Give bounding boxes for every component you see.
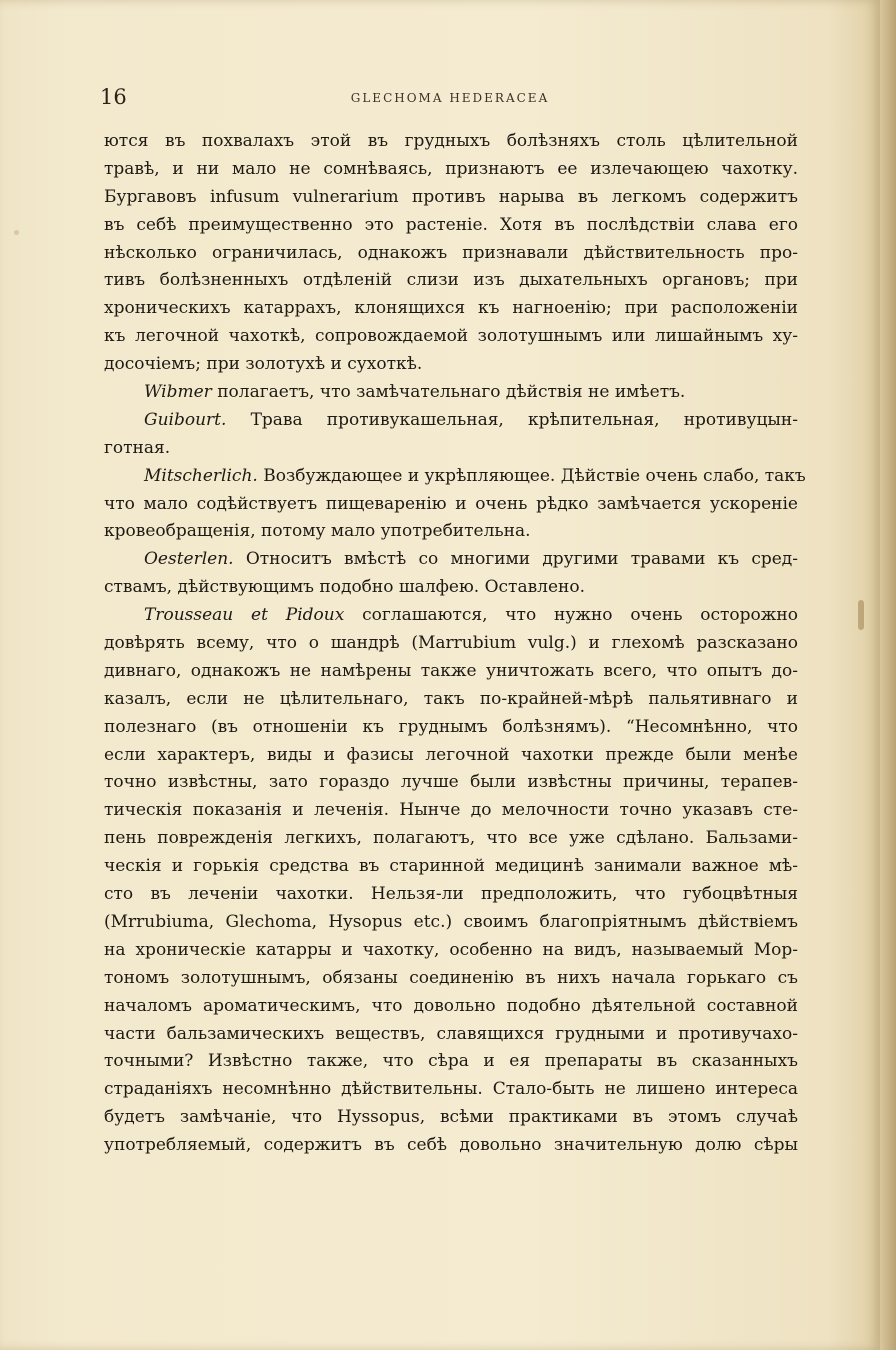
running-title: GLECHOMA HEDERACEA bbox=[350, 91, 550, 105]
line-text: Трава противукашельная, крѣпительная, нротивуцын- bbox=[226, 409, 798, 430]
text-line bbox=[104, 965, 798, 993]
text-line bbox=[104, 630, 798, 658]
text-line bbox=[104, 881, 798, 909]
text-line bbox=[104, 1132, 798, 1160]
paper-stain bbox=[858, 600, 864, 630]
line-text: Бургавовъ infusum vulnerarium противъ нарыва въ легкомъ содержитъ bbox=[104, 186, 798, 207]
text-line bbox=[104, 1021, 798, 1049]
line-text: готная. bbox=[104, 437, 171, 458]
paragraph-start-line bbox=[104, 379, 798, 407]
line-text: страданіяхъ несомнѣнно дѣйствительны. Стало-быть не лишено интереса bbox=[104, 1079, 798, 1100]
text-line bbox=[104, 128, 798, 156]
text-line bbox=[104, 853, 798, 881]
line-text: сто въ леченіи чахотки. Нельзя-ли предположить, что губоцвѣтныя bbox=[104, 884, 798, 905]
text-line bbox=[104, 323, 798, 351]
author-name: Wibmer bbox=[144, 382, 212, 403]
line-text: пень поврежденія легкихъ, полагаютъ, что все уже сдѣлано. Бальзами- bbox=[104, 828, 798, 849]
text-line bbox=[104, 993, 798, 1021]
text-line bbox=[104, 435, 798, 463]
line-text: ствамъ, дѣйствующимъ подобно шалфею. Оставлено. bbox=[104, 577, 585, 598]
line-text: полагаетъ, что замѣчательнаго дѣйствія не имѣетъ. bbox=[211, 382, 686, 403]
text-line bbox=[104, 769, 798, 797]
line-text: досочіемъ; при золотухѣ и сухоткѣ. bbox=[104, 354, 423, 375]
line-text: началомъ ароматическимъ, что довольно подобно дѣятельной составной bbox=[104, 995, 798, 1016]
line-text: употребляемый, содержитъ въ себѣ довольно значительную долю сѣры bbox=[104, 1135, 798, 1156]
author-name: Guibourt. bbox=[144, 409, 227, 430]
line-text: нѣсколько ограничилась, однакожъ признавали дѣйствительность про- bbox=[104, 242, 798, 263]
text-line bbox=[104, 212, 798, 240]
line-text: полезнаго (въ отношеніи къ груднымъ болѣзнямъ). “Несомнѣнно, что bbox=[104, 716, 798, 737]
line-text: довѣрять всему, что о шандрѣ (Marrubium vulg.) и глехомѣ разсказано bbox=[104, 633, 798, 654]
line-text: къ легочной чахоткѣ, сопровождаемой золотушнымъ или лишайнымъ ху- bbox=[104, 326, 798, 347]
text-line bbox=[104, 240, 798, 268]
text-line bbox=[104, 937, 798, 965]
line-text: точно извѣстны, зато гораздо лучше были извѣстны причины, терапев- bbox=[104, 772, 798, 793]
author-name: Trousseau et Pidoux bbox=[144, 605, 345, 626]
text-line bbox=[104, 574, 798, 602]
line-text: травѣ, и ни мало не сомнѣваясь, признаютъ ее излечающею чахотку. bbox=[104, 158, 798, 179]
paragraph-start-line bbox=[104, 546, 798, 574]
paper-stain bbox=[14, 230, 19, 235]
author-name: Mitscherlich. bbox=[144, 465, 258, 486]
text-line bbox=[104, 295, 798, 323]
text-line bbox=[104, 714, 798, 742]
line-text: ются въ похвалахъ этой въ грудныхъ болѣзняхъ столь цѣлительной bbox=[104, 131, 798, 151]
text-line bbox=[104, 491, 798, 519]
text-line bbox=[104, 825, 798, 853]
text-line bbox=[104, 1076, 798, 1104]
line-text: соглашаются, что нужно очень осторожно bbox=[344, 605, 798, 626]
line-text: что мало содѣйствуетъ пищеваренію и очень рѣдко замѣчается ускореніе bbox=[104, 493, 798, 514]
text-line bbox=[104, 909, 798, 937]
text-line bbox=[104, 742, 798, 770]
line-text: на хроническіе катарры и чахотку, особенно на видъ, называемый Мор- bbox=[104, 939, 798, 960]
line-text: тономъ золотушнымъ, обязаны соединенію въ нихъ начала горькаго съ bbox=[104, 967, 798, 988]
line-text: въ себѣ преимущественно это растеніе. Хотя въ послѣдствіи слава его bbox=[104, 214, 798, 235]
text-line bbox=[104, 686, 798, 714]
line-text: будетъ замѣчаніе, что Hyssopus, всѣми практиками въ этомъ случаѣ bbox=[104, 1107, 798, 1128]
line-text: тическія показанія и леченія. Нынче до мелочности точно указавъ сте- bbox=[104, 800, 798, 821]
text-line bbox=[104, 797, 798, 825]
text-line bbox=[104, 156, 798, 184]
author-name: Oesterlen. bbox=[144, 549, 234, 570]
text-line bbox=[104, 518, 798, 546]
line-text: Возбуждающее и укрѣпляющее. Дѣйствіе очень слабо, такъ bbox=[257, 465, 806, 486]
line-text: Относитъ вмѣстѣ со многими другими травами къ сред- bbox=[233, 549, 798, 570]
text-line bbox=[104, 267, 798, 295]
page-header bbox=[100, 85, 800, 115]
line-text: части бальзамическихъ веществъ, славящихся грудными и противучахо- bbox=[104, 1023, 798, 1044]
line-text: ческія и горькія средства въ старинной медицинѣ занимали важное мѣ- bbox=[104, 856, 798, 877]
text-line bbox=[104, 1048, 798, 1076]
page-edge bbox=[880, 0, 896, 1350]
line-text: хроническихъ катаррахъ, клонящихся къ нагноенію; при расположеніи bbox=[104, 298, 798, 319]
line-text: казалъ, если не цѣлительнаго, такъ по-крайней-мѣрѣ пальятивнаго и bbox=[104, 688, 798, 709]
text-line bbox=[104, 351, 798, 379]
text-line bbox=[104, 658, 798, 686]
paragraph-start-line bbox=[104, 602, 798, 630]
paragraph-start-line bbox=[104, 463, 806, 491]
line-text: (Mrrubiuma, Glechoma, Hysopus etc.) своимъ благопріятнымъ дѣйствіемъ bbox=[104, 911, 798, 932]
line-text: если характеръ, виды и фазисы легочной чахотки прежде были менѣе bbox=[104, 744, 798, 765]
line-text: дивнаго, однакожъ не намѣрены также уничтожать всего, что опытъ до- bbox=[104, 660, 798, 681]
line-text: точными? Извѣстно также, что сѣра и ея препараты въ сказанныхъ bbox=[104, 1051, 798, 1072]
text-line bbox=[104, 184, 798, 212]
line-text: кровеобращенія, потому мало употребительна. bbox=[104, 521, 531, 542]
body-text bbox=[104, 128, 806, 1160]
line-text: тивъ болѣзненныхъ отдѣленій слизи изъ дыхательныхъ органовъ; при bbox=[104, 270, 798, 291]
text-line bbox=[104, 1104, 798, 1132]
page-number: 16 bbox=[100, 85, 127, 109]
paragraph-start-line bbox=[104, 407, 798, 435]
